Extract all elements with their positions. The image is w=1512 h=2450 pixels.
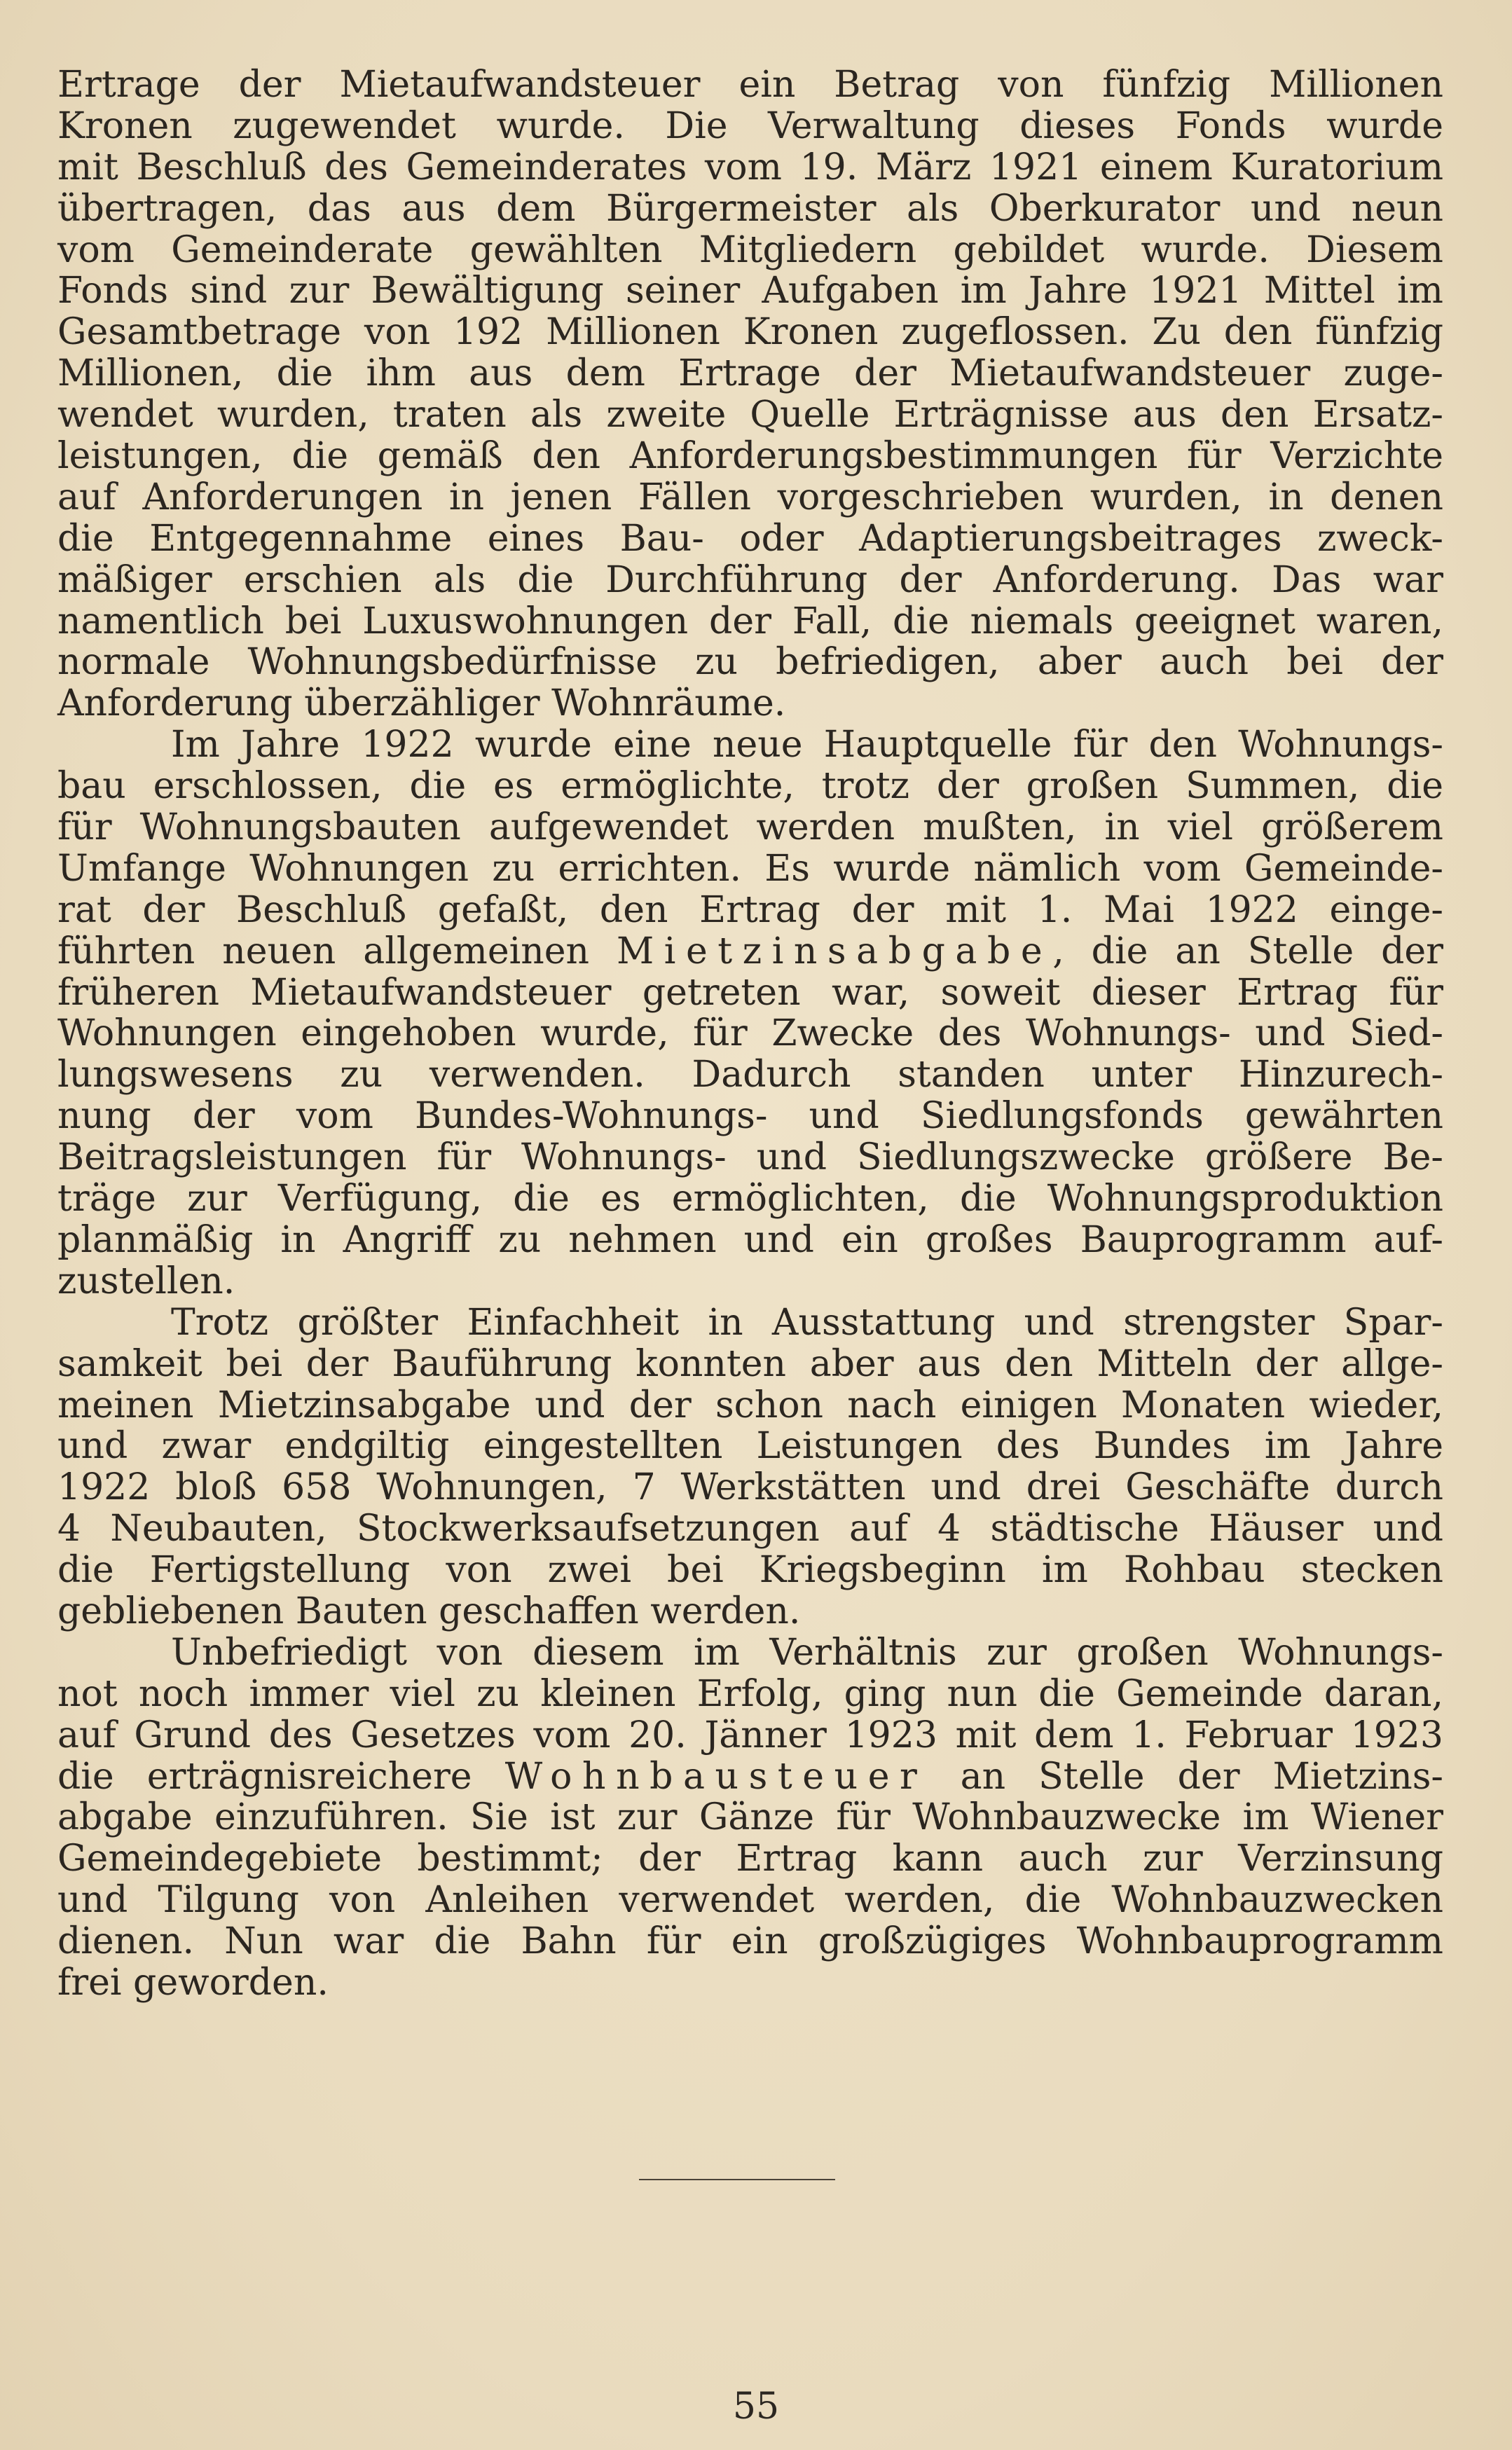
text-line (57, 1550, 1443, 1591)
text-line (57, 147, 1443, 188)
text-line (57, 1137, 1443, 1178)
text-line (57, 1880, 1443, 1921)
text-segment: Im Jahre 1922 wurde eine neue Hauptquelle für den Wohnungs- (171, 724, 1443, 766)
text-line (57, 931, 1443, 972)
text-line (57, 601, 1443, 642)
text-segment: normale Wohnungsbedürfnisse zu befriedigen, aber auch bei der (57, 641, 1443, 684)
text-segment: mäßiger erschien als die Durchführung der Anforderung. Das war (57, 558, 1443, 601)
emphasized-term: Mietzinsabgabe (616, 930, 1053, 972)
text-segment: meinen Mietzinsabgabe und der schon nach einigen Monaten wieder, (57, 1384, 1443, 1426)
text-segment: namentlich bei Luxuswohnungen der Fall, die niemals geeignet waren, (57, 600, 1443, 642)
text-segment: wendet wurden, traten als zweite Quelle Erträgnisse aus den Ersatz- (57, 394, 1443, 436)
text-line (57, 1508, 1443, 1550)
text-line (57, 1467, 1443, 1508)
text-segment: früheren Mietaufwandsteuer getreten war, soweit dieser Ertrag für (57, 971, 1443, 1014)
text-segment: lungswesens zu verwenden. Dadurch standen unter Hinzurech- (57, 1054, 1443, 1096)
text-segment: Anforderung überzähliger Wohnräume. (57, 682, 786, 725)
text-segment: gebliebenen Bauten geschaffen werden. (57, 1590, 801, 1632)
text-segment: Beitragsleistungen für Wohnungs- und Siedlungszwecke größere Be- (57, 1136, 1443, 1179)
text-segment: Gesamtbetrage von 192 Millionen Kronen zugeflossen. Zu den fünfzig (57, 311, 1443, 354)
emphasized-term: Wohnbausteuer (504, 1755, 928, 1798)
text-line (57, 890, 1443, 931)
text-line (57, 1261, 1443, 1302)
text-line (57, 1797, 1443, 1838)
text-line (57, 1054, 1443, 1096)
text-segment: bau erschlossen, die es ermöglichte, trotz der großen Summen, die (57, 765, 1443, 808)
text-line (57, 64, 1443, 106)
text-line (57, 972, 1443, 1014)
text-line (57, 766, 1443, 807)
text-segment: übertragen, das aus dem Bürgermeister als Oberkurator und neun (57, 187, 1443, 230)
text-line (57, 353, 1443, 394)
text-line (57, 394, 1443, 436)
text-segment: , die an Stelle der (1052, 930, 1444, 972)
text-line (57, 1756, 1443, 1798)
text-segment: Kronen zugewendet wurde. Die Verwaltung dieses Fonds wurde (57, 104, 1443, 147)
text-line (57, 1591, 1443, 1632)
text-segment: Gemeindegebiete bestimmt; der Ertrag kann auch zur Verzinsung (57, 1838, 1443, 1880)
text-segment: samkeit bei der Bauführung konnten aber aus den Mitteln der allge- (57, 1342, 1443, 1385)
text-segment: leistungen, die gemäß den Anforderungsbestimmungen für Verzichte (57, 435, 1443, 478)
text-segment: nung der vom Bundes-Wohnungs- und Siedlungsfonds gewährten (57, 1095, 1443, 1138)
text-segment: not noch immer viel zu kleinen Erfolg, ging nun die Gemeinde daran, (57, 1672, 1443, 1715)
text-line (57, 1344, 1443, 1385)
text-line (57, 1013, 1443, 1054)
paragraph (57, 1302, 1443, 1632)
text-line (57, 683, 1443, 724)
text-segment: Wohnungen eingehoben wurde, für Zwecke des Wohnungs- und Sied- (57, 1012, 1443, 1055)
text-segment: die Fertigstellung von zwei bei Kriegsbeginn im Rohbau stecken (57, 1549, 1443, 1592)
text-segment: an Stelle der Mietzins- (927, 1755, 1443, 1798)
text-line (57, 270, 1443, 312)
text-segment: träge zur Verfügung, die es ermöglichten, die Wohnungsproduktion (57, 1178, 1443, 1220)
text-line (57, 1715, 1443, 1756)
text-line (57, 1385, 1443, 1426)
text-line (57, 642, 1443, 683)
text-line (57, 518, 1443, 560)
text-line (57, 1302, 1443, 1344)
body-text (57, 64, 1443, 2004)
text-line (57, 312, 1443, 353)
text-line (57, 1220, 1443, 1261)
text-line (57, 807, 1443, 848)
text-segment: Trotz größter Einfachheit in Ausstattung und strengster Spar- (171, 1301, 1443, 1344)
paragraph (57, 1632, 1443, 2004)
text-segment: rat der Beschluß gefaßt, den Ertrag der mit 1. Mai 1922 einge- (57, 888, 1443, 931)
text-segment: Fonds sind zur Bewältigung seiner Aufgaben im Jahre 1921 Mittel im (57, 270, 1443, 312)
page-number: 55 (732, 2386, 780, 2428)
text-line (57, 1838, 1443, 1880)
paragraph (57, 64, 1443, 724)
text-segment: planmäßig in Angriff zu nehmen und ein großes Bauprogramm auf- (57, 1218, 1443, 1261)
text-segment: für Wohnungsbauten aufgewendet werden mußten, in viel größerem (57, 806, 1443, 849)
text-line (57, 436, 1443, 477)
text-segment: Umfange Wohnungen zu errichten. Es wurde nämlich vom Gemeinde- (57, 847, 1443, 890)
text-line (57, 1962, 1443, 2004)
text-line (57, 1096, 1443, 1137)
text-segment: die erträgnisreichere (57, 1755, 505, 1798)
text-line (57, 230, 1443, 271)
text-segment: frei geworden. (57, 1961, 329, 2004)
text-segment: zustellen. (57, 1260, 235, 1302)
text-line (57, 1426, 1443, 1467)
text-segment: Unbefriedigt von diesem im Verhältnis zur großen Wohnungs- (171, 1631, 1443, 1674)
paragraph (57, 724, 1443, 1302)
text-line (57, 1178, 1443, 1220)
text-line (57, 477, 1443, 518)
text-line (57, 106, 1443, 147)
text-segment: und zwar endgiltig eingestellten Leistungen des Bundes im Jahre (57, 1425, 1443, 1468)
text-segment: 4 Neubauten, Stockwerksaufsetzungen auf 4 städtische Häuser und (57, 1508, 1443, 1550)
text-segment: mit Beschluß des Gemeinderates vom 19. März 1921 einem Kuratorium (57, 146, 1443, 188)
text-line (57, 1632, 1443, 1674)
text-segment: Millionen, die ihm aus dem Ertrage der Mietaufwandsteuer zuge- (57, 352, 1443, 395)
text-segment: führten neuen allgemeinen (57, 930, 617, 972)
text-line (57, 1921, 1443, 1962)
text-segment: auf Grund des Gesetzes vom 20. Jänner 1923 mit dem 1. Februar 1923 (57, 1714, 1443, 1756)
text-segment: 1922 bloß 658 Wohnungen, 7 Werkstätten und drei Geschäfte durch (57, 1466, 1443, 1509)
text-segment: dienen. Nun war die Bahn für ein großzügiges Wohnbauprogramm (57, 1920, 1443, 1963)
text-line (57, 560, 1443, 601)
text-line (57, 848, 1443, 890)
text-segment: Ertrage der Mietaufwandsteuer ein Betrag von fünfzig Millionen (57, 64, 1443, 106)
section-divider (639, 2179, 835, 2180)
text-segment: vom Gemeinderate gewählten Mitgliedern gebildet wurde. Diesem (57, 228, 1443, 271)
text-segment: auf Anforderungen in jenen Fällen vorgeschrieben wurden, in denen (57, 476, 1443, 518)
text-segment: und Tilgung von Anleihen verwendet werden, die Wohnbauzwecken (57, 1879, 1443, 1922)
text-line (57, 724, 1443, 766)
text-line (57, 1674, 1443, 1715)
text-segment: abgabe einzuführen. Sie ist zur Gänze für Wohnbauzwecke im Wiener (57, 1796, 1443, 1839)
text-segment: die Entgegennahme eines Bau- oder Adaptierungsbeitrages zweck- (57, 517, 1443, 560)
text-line (57, 188, 1443, 230)
